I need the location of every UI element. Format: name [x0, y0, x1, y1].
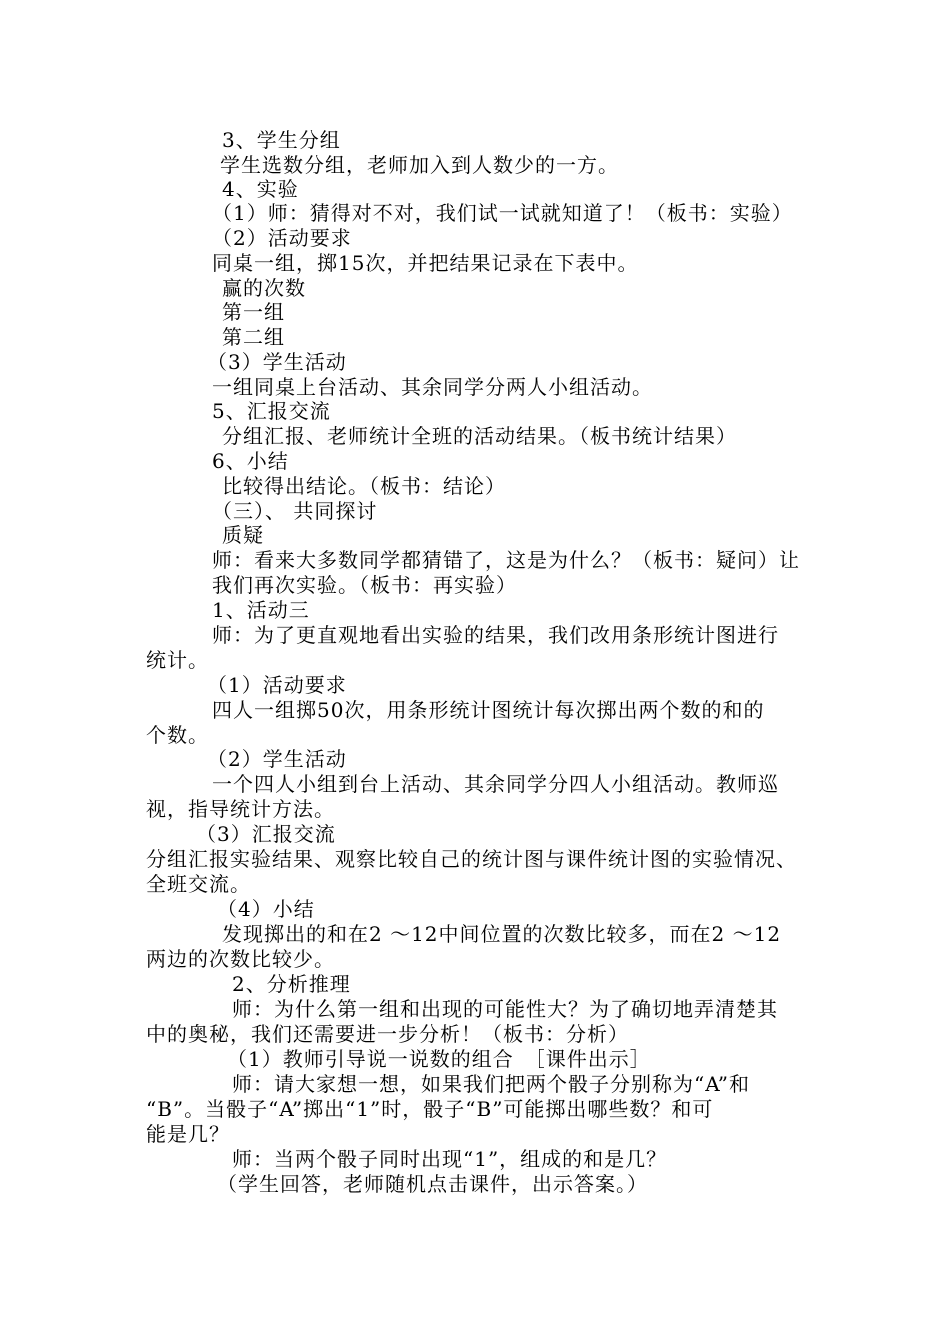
text-line: 师：当两个骰子同时出现“1”，组成的和是几？	[232, 1147, 668, 1171]
text-line: 2、分析推理	[232, 972, 351, 996]
text-line: 分组汇报实验结果、观察比较自己的统计图与课件统计图的实验情况、	[146, 847, 797, 871]
text-line: （1）教师引导说一说数的组合 ［课件出示］	[227, 1047, 651, 1071]
text-line: （3）学生活动	[207, 350, 347, 374]
text-line: （1）师：猜得对不对，我们试一试就知道了！（板书：实验）	[212, 201, 793, 225]
text-line: 学生选数分组，老师加入到人数少的一方。	[220, 153, 619, 177]
text-line: 师：看来大多数同学都猜错了，这是为什么？（板书：疑问）让	[212, 548, 800, 572]
text-line: 个数。	[146, 723, 209, 747]
text-line: 统计。	[146, 648, 209, 672]
text-line: 第二组	[222, 325, 285, 349]
text-line: 师：为了更直观地看出实验的结果，我们改用条形统计图进行	[212, 623, 779, 647]
text-line: （3）汇报交流	[196, 822, 336, 846]
text-line: 第一组	[222, 300, 285, 324]
text-line: 赢的次数	[222, 276, 306, 300]
text-line: 中的奥秘，我们还需要进一步分析！（板书：分析）	[146, 1022, 629, 1046]
text-line: 1、活动三	[212, 598, 310, 622]
text-line: 同桌一组，掷15次，并把结果记录在下表中。	[212, 251, 639, 275]
text-line: （2）活动要求	[212, 226, 352, 250]
text-line: （4）小结	[217, 897, 315, 921]
text-line: 四人一组掷50次，用条形统计图统计每次掷出两个数的和的	[212, 698, 765, 722]
text-line: 6、小结	[212, 449, 289, 473]
text-line: 师：请大家想一想，如果我们把两个骰子分别称为“A”和	[232, 1072, 750, 1096]
text-line: 视，指导统计方法。	[146, 797, 335, 821]
text-line: 3、学生分组	[222, 128, 341, 152]
text-line: 4、实验	[222, 177, 299, 201]
text-line: 比较得出结论。（板书：结论）	[222, 474, 506, 498]
text-line: 发现掷出的和在2 ～12中间位置的次数比较多，而在2 ～12	[222, 922, 782, 946]
text-line: （学生回答，老师随机点击课件，出示答案。）	[217, 1172, 648, 1196]
text-line: 我们再次实验。（板书：再实验）	[212, 573, 517, 597]
text-line: 一个四人小组到台上活动、其余同学分四人小组活动。教师巡	[212, 772, 779, 796]
text-line: （1）活动要求	[207, 673, 347, 697]
section-heading: （三）、 共同探讨	[212, 499, 378, 523]
text-line: 师：为什么第一组和出现的可能性大？为了确切地弄清楚其	[232, 997, 778, 1021]
text-line: 一组同桌上台活动、其余同学分两人小组活动。	[212, 375, 653, 399]
text-line: 两边的次数比较少。	[146, 947, 335, 971]
text-line: 能是几？	[146, 1122, 230, 1146]
text-line: （2）学生活动	[207, 747, 347, 771]
text-line: 5、汇报交流	[212, 399, 331, 423]
text-line: “B”。当骰子“A”掷出“1”时，骰子“B”可能掷出哪些数？和可	[146, 1097, 714, 1121]
text-line: 分组汇报、老师统计全班的活动结果。（板书统计结果）	[222, 424, 737, 448]
text-line: 质疑	[222, 523, 264, 547]
text-line: 全班交流。	[146, 872, 251, 896]
